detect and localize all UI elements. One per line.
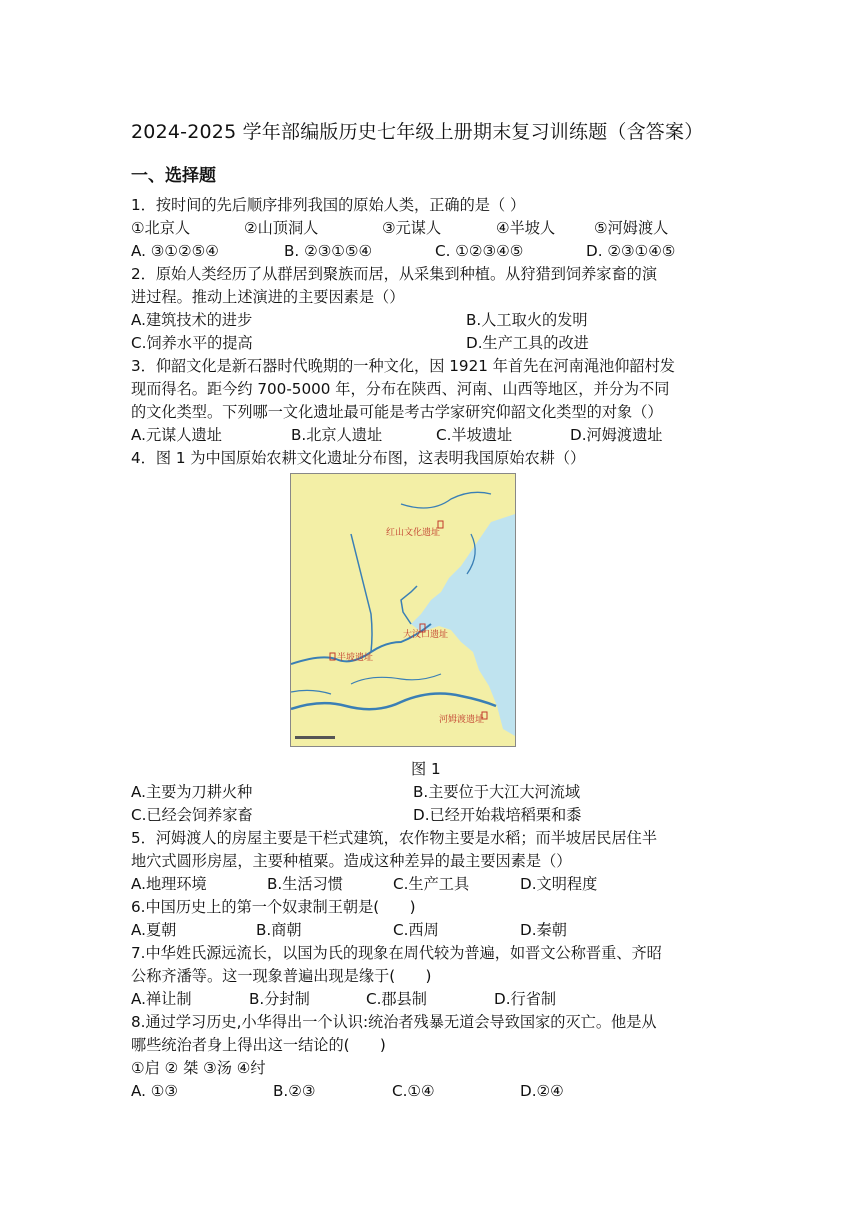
q3-option-d: D.河姆渡遗址: [570, 426, 663, 444]
q7-option-a: A.禅让制: [131, 990, 192, 1008]
map-scale-bar: [295, 736, 335, 739]
q8-stem: 哪些统治者身上得出这一结论的( ): [131, 1036, 386, 1054]
q1-option-a: A. ③①②⑤④: [131, 242, 219, 260]
q8-option-c: C.①④: [392, 1082, 435, 1100]
document-title: 2024-2025 学年部编版历史七年级上册期末复习训练题（含答案）: [131, 121, 704, 143]
q1-item: ⑤河姆渡人: [594, 219, 669, 237]
q3-option-b: B.北京人遗址: [291, 426, 383, 444]
q1-item: ②山顶洞人: [244, 219, 319, 237]
q7-option-b: B.分封制: [249, 990, 310, 1008]
q5-option-b: B.生活习惯: [267, 875, 343, 893]
archaeological-sites-map: [290, 473, 516, 747]
map-label-dawenkou: 大汶口遗址: [403, 630, 449, 640]
q1-option-c: C. ①②③④⑤: [435, 242, 524, 260]
q4-stem: 4．图 1 为中国原始农耕文化遗址分布图，这表明我国原始农耕（）: [131, 449, 586, 467]
q6-stem: 6.中国历史上的第一个奴隶制王朝是( ): [131, 898, 416, 916]
q2-option-c: C.饲养水平的提高: [131, 334, 253, 352]
q8-option-a: A. ①③: [131, 1082, 179, 1100]
q8-option-d: D.②④: [520, 1082, 564, 1100]
q2-option-d: D.生产工具的改进: [466, 334, 589, 352]
q1-item: ①北京人: [131, 219, 191, 237]
q4-option-b: B.主要位于大江大河流域: [413, 783, 581, 801]
q5-option-c: C.生产工具: [393, 875, 470, 893]
q1-item: ③元谋人: [382, 219, 442, 237]
q1-option-d: D. ②③①④⑤: [586, 242, 676, 260]
map-figure: [291, 474, 515, 746]
q2-option-b: B.人工取火的发明: [466, 311, 588, 329]
figure-caption: 图 1: [411, 760, 441, 778]
q4-option-c: C.已经会饲养家畜: [131, 806, 253, 824]
q5-option-d: D.文明程度: [520, 875, 598, 893]
q6-option-b: B.商朝: [256, 921, 302, 939]
q3-option-a: A.元谋人遗址: [131, 426, 222, 444]
q2-option-a: A.建筑技术的进步: [131, 311, 253, 329]
q2-stem: 进过程。推动上述演进的主要因素是（）: [131, 288, 405, 306]
q7-option-d: D.行省制: [494, 990, 557, 1008]
q4-option-d: D.已经开始栽培稻栗和黍: [413, 806, 582, 824]
q5-stem: 地穴式圆形房屋，主要种植粟。造成这种差异的最主要因素是（）: [131, 852, 572, 870]
q1-item: ④半坡人: [496, 219, 556, 237]
q1-stem: 1．按时间的先后顺序排列我国的原始人类，正确的是（ ）: [131, 196, 526, 214]
q3-stem: 现而得名。距今约 700-5000 年，分布在陕西、河南、山西等地区，并分为不同: [131, 380, 670, 398]
map-label-hongshan: 红山文化遗址: [386, 528, 441, 538]
q6-option-c: C.西周: [393, 921, 439, 939]
map-label-banpo: 半坡遗址: [337, 653, 374, 663]
q7-stem: 7.中华姓氏源远流长，以国为氏的现象在周代较为普遍，如晋文公称晋重、齐昭: [131, 944, 662, 962]
q3-stem: 的文化类型。下列哪一文化遗址最可能是考古学家研究仰韶文化类型的对象（）: [131, 403, 663, 421]
q2-stem: 2．原始人类经历了从群居到聚族而居，从采集到种植。从狩猎到饲养家畜的演: [131, 265, 658, 283]
q1-option-b: B. ②③①⑤④: [284, 242, 373, 260]
q8-stem: 8.通过学习历史,小华得出一个认识:统治者残暴无道会导致国家的灭亡。他是从: [131, 1013, 657, 1031]
q7-stem: 公称齐潘等。这一现象普遍出现是缘于( ): [131, 967, 432, 985]
section-heading: 一、选择题: [131, 166, 216, 186]
q4-option-a: A.主要为刀耕火种: [131, 783, 253, 801]
q5-option-a: A.地理环境: [131, 875, 207, 893]
q6-option-d: D.秦朝: [520, 921, 567, 939]
q7-option-c: C.郡县制: [366, 990, 427, 1008]
q6-option-a: A.夏朝: [131, 921, 177, 939]
q3-option-c: C.半坡遗址: [436, 426, 513, 444]
q5-stem: 5．河姆渡人的房屋主要是干栏式建筑，农作物主要是水稻；而半坡居民居住半: [131, 829, 658, 847]
map-label-hemudu: 河姆渡遗址: [439, 715, 485, 725]
q8-option-b: B.②③: [273, 1082, 316, 1100]
q8-items: ①启 ② 桀 ③汤 ④纣: [131, 1059, 266, 1077]
q3-stem: 3．仰韶文化是新石器时代晚期的一种文化，因 1921 年首先在河南渑池仰韶村发: [131, 357, 675, 375]
